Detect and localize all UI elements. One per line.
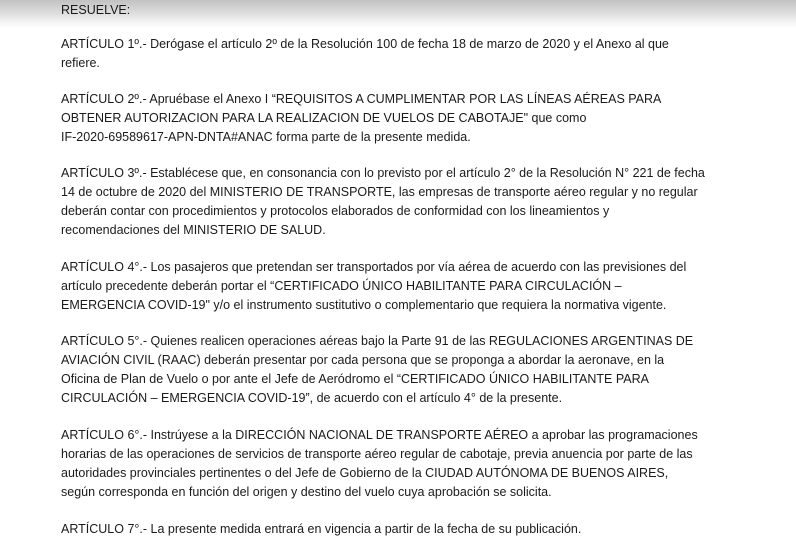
article-3 — [61, 164, 705, 240]
article-1 — [61, 35, 669, 73]
article-line: ARTÍCULO 3º.- Establécese que, en consonancia con lo previsto por el artículo 2° de la Resolución N° 221 de fecha — [61, 166, 705, 180]
article-line: 14 de octubre de 2020 del MINISTERIO DE TRANSPORTE, las empresas de transporte aéreo regular y no regular — [61, 185, 698, 199]
article-line: AVIACIÓN CIVIL (RAAC) deberán presentar por cada persona que se proponga a abordar la aeronave, en la — [61, 353, 665, 367]
article-line: ARTÍCULO 7°.- La presente medida entrará en vigencia a partir de la fecha de su publicación. — [61, 522, 582, 536]
article-line: OBTENER AUTORIZACION PARA LA REALIZACION DE VUELOS DE CABOTAJE" que como — [61, 111, 587, 125]
article-line: refiere. — [61, 56, 100, 70]
article-line: ARTÍCULO 1º.- Derógase el artículo 2º de la Resolución 100 de fecha 18 de marzo de 2020 y el Anexo al que — [61, 37, 669, 51]
article-line: Oficina de Plan de Vuelo o por ante el Jefe de Aeródromo el “CERTIFICADO ÚNICO HABILITANTE PARA — [61, 372, 649, 386]
article-line: horarias de las operaciones de servicios de transporte aéreo regular de cabotaje, previa anuencia por parte de las — [61, 447, 693, 461]
resolution-heading: RESUELVE: — [61, 3, 131, 17]
article-line: EMERGENCIA COVID-19" y/o el instrumento sustitutivo o complementario que requiera la normativa vigente. — [61, 298, 667, 312]
article-line: IF-2020-69589617-APN-DNTA#ANAC forma parte de la presente medida. — [61, 130, 471, 144]
article-7 — [61, 520, 581, 539]
article-line: CIRCULACIÓN – EMERGENCIA COVID-19”, de acuerdo con el artículo 4° de la presente. — [61, 391, 563, 405]
article-5 — [61, 332, 693, 408]
article-line: según corresponda en función del origen y destino del vuelo cuya aprobación se solicita. — [61, 485, 552, 499]
article-line: ARTÍCULO 4°.- Los pasajeros que pretendan ser transportados por vía aérea de acuerdo con las previsiones del — [61, 260, 687, 274]
article-line: ARTÍCULO 5°.- Quienes realicen operaciones aéreas bajo la Parte 91 de las REGULACIONES ARGENTINAS DE — [61, 334, 694, 348]
article-line: autoridades provinciales pertinentes o del Jefe de Gobierno de la CIUDAD AUTÓNOMA DE BUENOS AIRES, — [61, 466, 669, 480]
document-body — [61, 0, 761, 536]
article-line: recomendaciones del MINISTERIO DE SALUD. — [61, 223, 326, 237]
article-2 — [61, 90, 661, 147]
article-line: deberán contar con procedimientos y protocolos elaborados de conformidad con los lineamientos y — [61, 204, 610, 218]
article-line: artículo precedente deberán portar el “CERTIFICADO ÚNICO HABILITANTE PARA CIRCULACIÓN – — [61, 279, 622, 293]
article-line: ARTÍCULO 6°.- Instrúyese a la DIRECCIÓN NACIONAL DE TRANSPORTE AÉREO a aprobar las programaciones — [61, 428, 698, 442]
article-4 — [61, 258, 686, 315]
article-6 — [61, 426, 698, 502]
article-line: ARTÍCULO 2º.- Apruébase el Anexo I “REQUISITOS A CUMPLIMENTAR POR LAS LÍNEAS AÉREAS PARA — [61, 92, 662, 106]
